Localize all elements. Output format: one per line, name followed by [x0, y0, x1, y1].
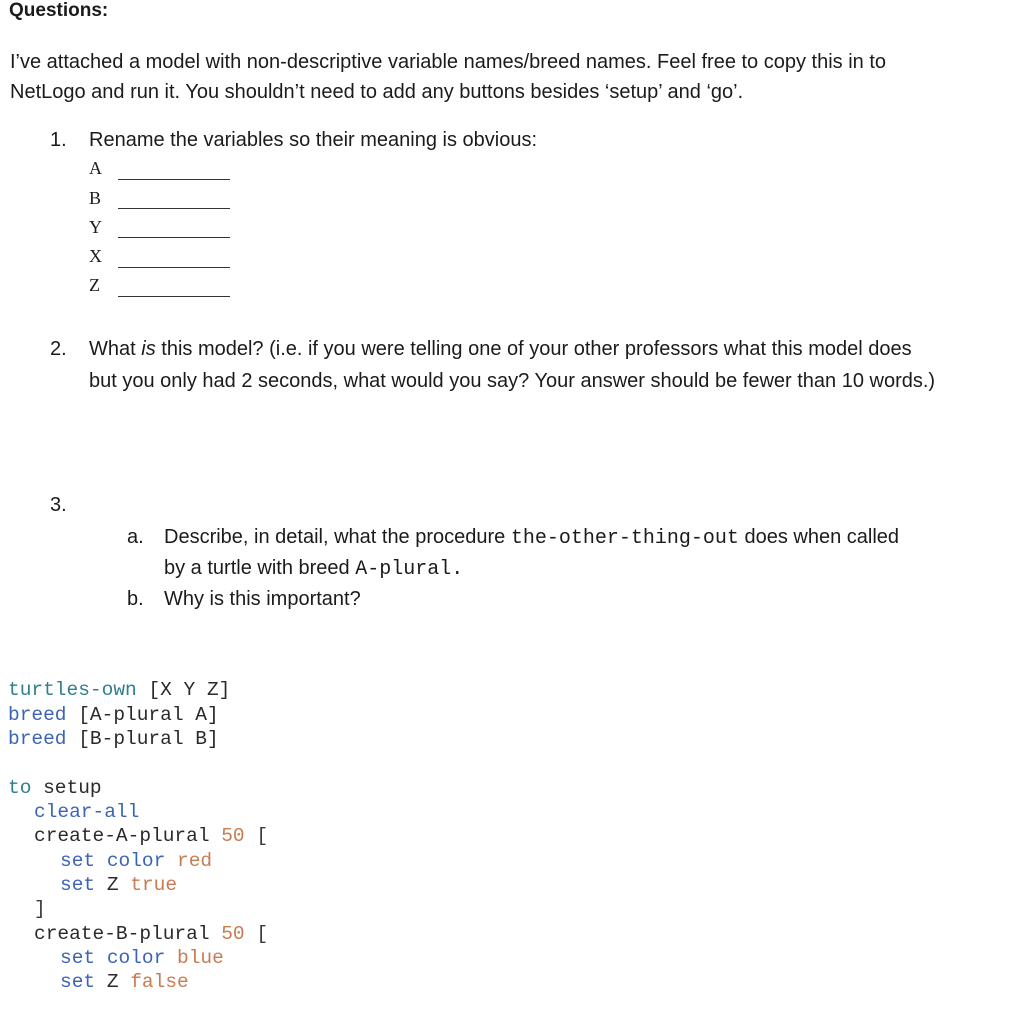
code-line-close-bracket: ]	[34, 898, 46, 920]
var-label-y: Y	[89, 217, 102, 237]
answer-line-b[interactable]	[118, 208, 230, 209]
q3b-label: b.	[127, 588, 144, 610]
keyword-set: set	[60, 947, 96, 969]
code-text: Z	[106, 971, 119, 993]
code-text: [B-plural B]	[66, 728, 219, 750]
keyword-set: set	[60, 874, 96, 896]
q1-number: 1.	[50, 129, 67, 151]
var-label-a: A	[89, 158, 102, 178]
var-label-x: X	[89, 246, 102, 266]
q3b-text: Why is this important?	[164, 588, 361, 610]
code-value: true	[130, 874, 178, 896]
q2-line-1	[89, 334, 912, 364]
code-bracket: [	[256, 923, 269, 945]
page-title: Questions:	[9, 0, 109, 21]
breed-name-code: A-plural.	[355, 558, 464, 581]
q3a-text-post: does when called	[738, 526, 900, 548]
procedure-name-code: the-other-thing-out	[510, 527, 739, 550]
code-line-set-color-blue	[60, 946, 224, 971]
q3a-line-2-pre: by a turtle with breed	[164, 557, 356, 579]
code-text: [A-plural A]	[66, 704, 219, 726]
code-line-clear-all: clear-all	[34, 801, 140, 823]
keyword-set: set	[60, 971, 96, 993]
keyword-breed: breed	[8, 728, 67, 750]
code-text: create-A-plural	[34, 825, 210, 847]
var-label-b: B	[89, 188, 102, 208]
q3a-line-2	[164, 553, 463, 585]
keyword-color: color	[106, 850, 166, 872]
code-value: false	[130, 971, 189, 993]
answer-line-z[interactable]	[118, 296, 230, 297]
code-line-create-b	[34, 922, 268, 947]
code-bracket: [	[256, 825, 269, 847]
code-value: blue	[177, 947, 224, 969]
code-text: [X Y Z]	[136, 679, 231, 701]
code-number: 50	[221, 923, 245, 945]
q2-line-1-post: this model? (i.e. if you were telling one of your other professors what this model does	[155, 338, 912, 360]
code-line-set-z-false	[60, 970, 189, 995]
q3-number: 3.	[50, 494, 67, 516]
keyword-breed: breed	[8, 704, 67, 726]
q3a-line-1	[164, 522, 899, 554]
q2-line-2: but you only had 2 seconds, what would you say? Your answer should be fewer than 10 words.)	[89, 370, 936, 392]
q1-text: Rename the variables so their meaning is obvious:	[89, 129, 538, 151]
answer-line-a[interactable]	[118, 179, 230, 180]
q3a-label: a.	[127, 526, 144, 548]
code-line-breed-b	[8, 727, 219, 752]
intro-line-1: I’ve attached a model with non-descriptive variable names/breed names. Feel free to copy this in to	[10, 51, 887, 73]
keyword-color: color	[106, 947, 166, 969]
code-text: create-B-plural	[34, 923, 210, 945]
keyword-set: set	[60, 850, 96, 872]
code-line-to-setup	[8, 776, 102, 801]
code-text: setup	[31, 777, 102, 799]
code-line-set-z-true	[60, 873, 177, 898]
var-label-z: Z	[89, 275, 100, 295]
code-line-breed-a	[8, 703, 219, 728]
q2-number: 2.	[50, 338, 67, 360]
answer-line-x[interactable]	[118, 267, 230, 268]
answer-line-y[interactable]	[118, 237, 230, 238]
code-line-set-color-red	[60, 849, 212, 874]
code-text: Z	[106, 874, 119, 896]
keyword-to: to	[8, 777, 32, 799]
q2-line-1-pre: What	[89, 338, 142, 360]
intro-line-2: NetLogo and run it. You shouldn’t need to add any buttons besides ‘setup’ and ‘go’.	[10, 81, 744, 103]
code-line-create-a	[34, 824, 268, 849]
q2-emphasis: is	[141, 338, 156, 360]
q3a-text-pre: Describe, in detail, what the procedure	[164, 526, 511, 548]
code-value: red	[177, 850, 213, 872]
code-number: 50	[221, 825, 245, 847]
keyword-turtles-own: turtles-own	[8, 679, 137, 701]
code-line-turtles-own	[8, 678, 230, 703]
